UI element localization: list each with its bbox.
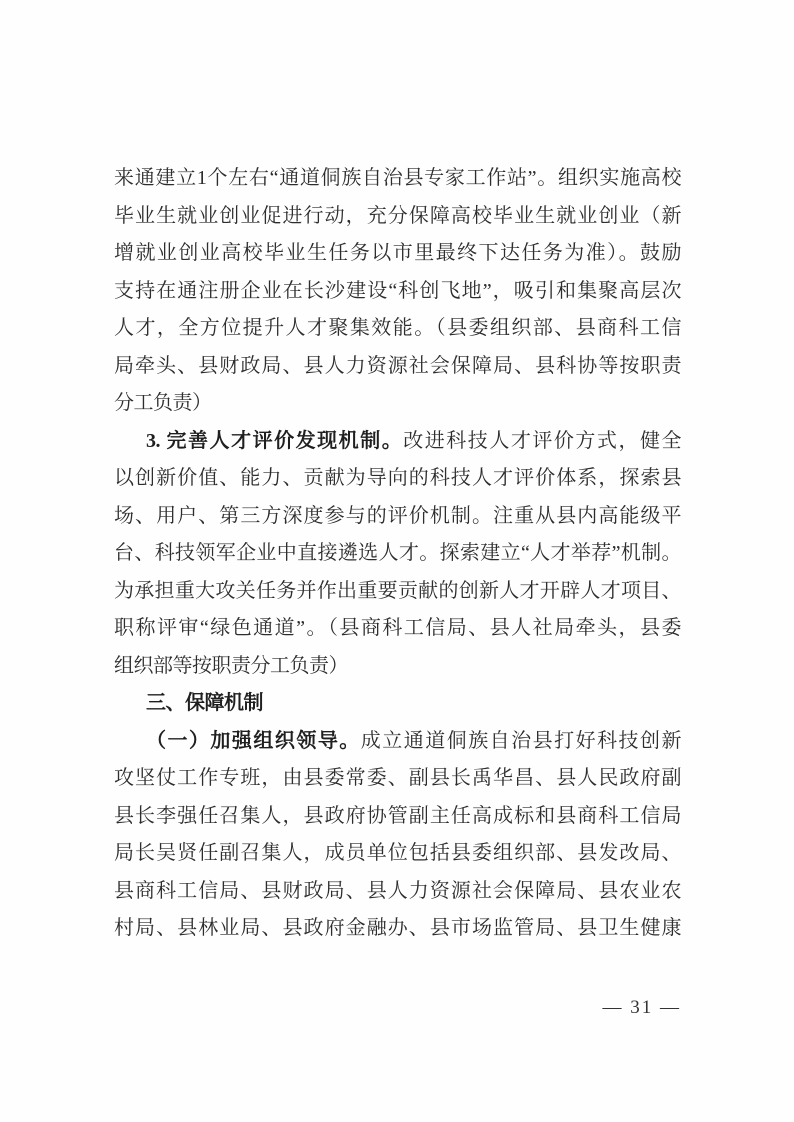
heading-text: 3. 完善人才评价发现机制。 [146, 429, 404, 452]
body-text: 县长李强任召集人，县政府协管副主任高成标和县商科工信局 [114, 804, 681, 827]
body-text: 成立通道侗族自治县打好科技创新 [360, 729, 681, 752]
body-text: 村局、县林业局、县政府金融办、县市场监管局、县卫生健康 [114, 917, 681, 939]
text-line [114, 685, 681, 723]
body-text: 以创新价值、能力、贡献为导向的科技人才评价体系，探索县 [114, 467, 681, 489]
text-line [114, 798, 681, 836]
body-text: 增就业创业高校毕业生任务以市里最终下达任务为准）。鼓励 [114, 242, 681, 264]
page-footer [114, 996, 681, 1020]
body-text: 县商科工信局、县财政局、县人力资源社会保障局、县农业农 [114, 879, 681, 902]
body-text: 局长吴贤任副召集人，成员单位包括县委组织部、县发改局、 [114, 842, 681, 864]
body-text: 局牵头、县财政局、县人力资源社会保障局、县科协等按职责 [114, 354, 681, 377]
page-number: — 31 — [602, 997, 681, 1018]
text-line [114, 760, 681, 798]
body-text: 支持在通注册企业在长沙建设“科创飞地”，吸引和集聚高层次 [114, 279, 681, 302]
text-line [114, 198, 681, 236]
body-text: 攻坚仗工作专班，由县委常委、副县长禹华昌、县人民政府副 [114, 767, 681, 789]
text-line [114, 723, 681, 761]
text-line [114, 235, 681, 273]
text-line [114, 535, 681, 573]
document-body [114, 160, 681, 948]
body-text: 组织部等按职责分工负责） [114, 654, 348, 677]
text-line [114, 498, 681, 536]
text-line [114, 910, 681, 948]
body-text: 人才，全方位提升人才聚集效能。（县委组织部、县商科工信 [114, 317, 681, 339]
body-text: 为承担重大攻关任务并作出重要贡献的创新人才开辟人才项目、 [114, 579, 681, 602]
body-text: 毕业生就业创业促进行动，充分保障高校毕业生就业创业（新 [114, 204, 681, 227]
text-line [114, 160, 681, 198]
body-text: 职称评审“绿色通道”。（县商科工信局、县人社局牵头，县委 [114, 617, 681, 639]
text-line [114, 385, 681, 423]
heading-text: （一）加强组织领导。 [146, 729, 361, 752]
body-text: 分工负责） [114, 392, 212, 414]
text-line [114, 648, 681, 686]
text-line [114, 273, 681, 311]
body-text: 来通建立1个左右“通道侗族自治县专家工作站”。组织实施高校 [114, 167, 681, 189]
body-text: 场、用户、第三方深度参与的评价机制。注重从县内高能级平 [114, 504, 681, 527]
text-line [114, 423, 681, 461]
text-line [114, 873, 681, 911]
text-line [114, 573, 681, 611]
text-line [114, 460, 681, 498]
text-line [114, 610, 681, 648]
body-text: 改进科技人才评价方式，健全 [403, 429, 681, 452]
heading-text: 三、保障机制 [146, 692, 263, 714]
text-line [114, 310, 681, 348]
body-text: 台、科技领军企业中直接遴选人才。探索建立“人才举荐”机制。 [114, 542, 681, 564]
text-line [114, 348, 681, 386]
text-line [114, 835, 681, 873]
